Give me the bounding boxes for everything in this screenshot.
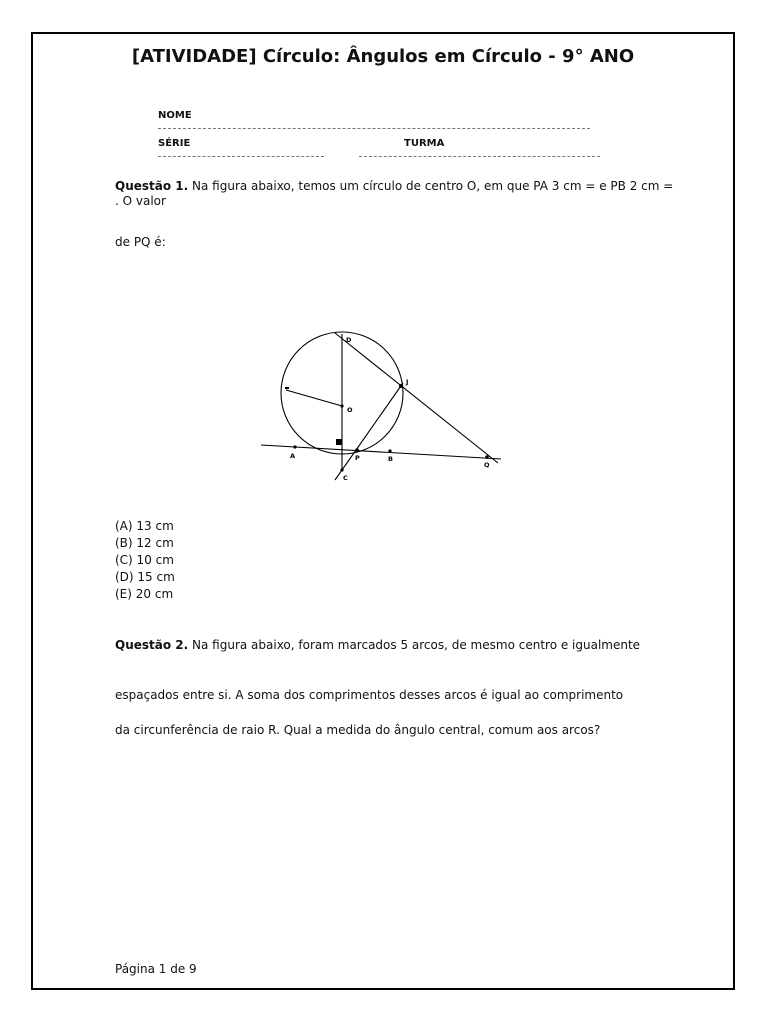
questao2-text: Na figura abaixo, foram marcados 5 arcos, de mesmo centro e igualmente [188,638,641,652]
turma-label: TURMA [404,138,445,149]
nome-label: NOME [158,110,192,121]
label-j: J [406,378,409,386]
questao2-label: Questão 2. [115,638,189,652]
radius-line [286,390,342,406]
serie-label: SÉRIE [158,138,191,149]
questao1-statement [115,179,675,209]
right-angle-mark [336,439,342,445]
label-b: B [388,455,393,463]
nome-line [158,128,590,129]
questao1-continuation: de PQ é: [115,235,166,249]
document-page [31,32,735,990]
label-q: Q [484,461,490,469]
questao1-text: Na figura abaixo, temos um círculo de centro O, em que PA 3 cm = e PB 2 cm = . O valor [115,179,674,208]
label-a: A [290,452,296,460]
questao2-statement [115,638,675,653]
secant-line [261,445,501,459]
option-d: (D) 15 cm [115,570,175,584]
option-c: (C) 10 cm [115,553,174,567]
label-c: C [343,474,348,482]
label-p: P [355,454,360,462]
page-number: Página 1 de 9 [115,962,197,976]
option-e: (E) 20 cm [115,587,174,601]
serie-line [158,156,324,157]
line-dq [335,333,498,463]
circle-figure [261,330,501,490]
turma-line [359,156,600,157]
questao2-line3: da circunferência de raio R. Qual a medida do ângulo central, comum aos arcos? [115,723,601,737]
page-title: [ATIVIDADE] Círculo: Ângulos em Círculo - 9° ANO [131,46,635,67]
questao2-line2: espaçados entre si. A soma dos comprimentos desses arcos é igual ao comprimento [115,688,624,702]
option-b: (B) 12 cm [115,536,174,550]
questao1-label: Questão 1. [115,179,189,193]
line-cj [335,383,403,480]
option-a: (A) 13 cm [115,519,174,533]
label-d: D [346,336,352,344]
label-o: O [347,406,353,414]
